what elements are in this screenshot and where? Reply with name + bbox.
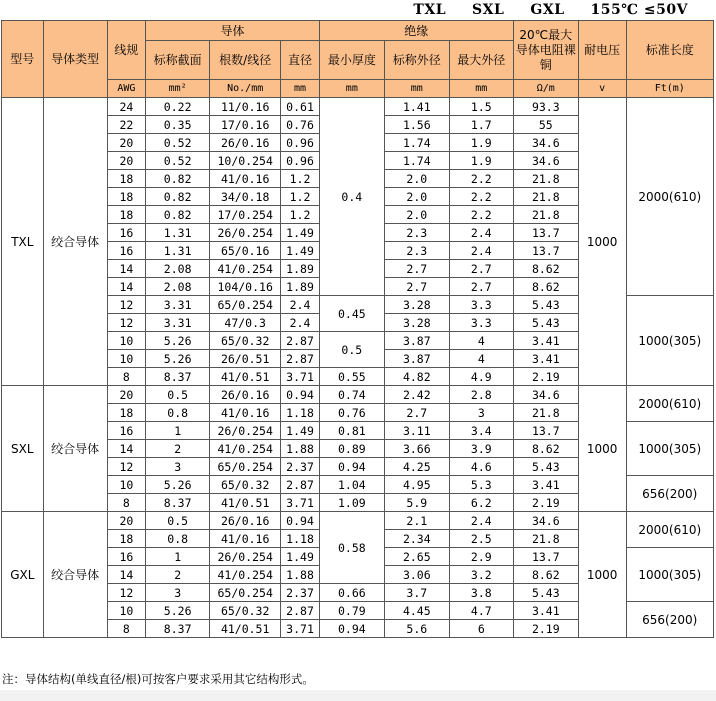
diameter-cell: 2.37 — [281, 458, 320, 476]
diameter-cell: 0.96 — [281, 152, 320, 170]
strands-cell: 26/0.16 — [210, 386, 281, 404]
awg-cell: 18 — [107, 170, 146, 188]
max-od-cell: 2.2 — [449, 170, 513, 188]
awg-cell: 12 — [107, 458, 146, 476]
awg-cell: 16 — [107, 548, 146, 566]
resistance-cell: 5.43 — [513, 584, 578, 602]
spec-title — [387, 2, 688, 18]
unit-max-od: mm — [449, 80, 513, 98]
max-od-cell: 4.9 — [449, 368, 513, 386]
length-cell: 1000(305) — [626, 548, 714, 602]
strands-cell: 10/0.254 — [210, 152, 281, 170]
header-nominal-od: 标称外径 — [384, 41, 449, 80]
nominal-od-cell: 5.6 — [384, 620, 449, 638]
conductor-type-cell: 绞合导体 — [43, 386, 107, 512]
resistance-cell: 21.8 — [513, 530, 578, 548]
resistance-cell: 21.8 — [513, 404, 578, 422]
diameter-cell: 3.71 — [281, 494, 320, 512]
strands-cell: 41/0.254 — [210, 440, 281, 458]
nominal-od-cell: 2.7 — [384, 404, 449, 422]
area-cell: 1.31 — [146, 224, 210, 242]
max-od-cell: 2.2 — [449, 206, 513, 224]
strands-cell: 26/0.16 — [210, 134, 281, 152]
table-row — [2, 512, 714, 530]
max-od-cell: 3.2 — [449, 566, 513, 584]
area-cell: 3 — [146, 458, 210, 476]
nominal-od-cell: 2.1 — [384, 512, 449, 530]
resistance-cell: 34.6 — [513, 134, 578, 152]
max-od-cell: 2.4 — [449, 512, 513, 530]
header-conductor: 导体 — [146, 21, 320, 41]
area-cell: 0.82 — [146, 188, 210, 206]
nominal-od-cell: 3.66 — [384, 440, 449, 458]
voltage-cell: 1000 — [578, 386, 626, 512]
max-od-cell: 3.3 — [449, 314, 513, 332]
max-od-cell: 2.2 — [449, 188, 513, 206]
unit-nominal-od: mm — [384, 80, 449, 98]
diameter-cell: 1.49 — [281, 422, 320, 440]
diameter-cell: 1.49 — [281, 242, 320, 260]
area-cell: 2 — [146, 566, 210, 584]
max-od-cell: 3 — [449, 404, 513, 422]
max-od-cell: 2.7 — [449, 278, 513, 296]
awg-cell: 12 — [107, 584, 146, 602]
resistance-cell: 93.3 — [513, 98, 578, 116]
strands-cell: 65/0.254 — [210, 296, 281, 314]
awg-cell: 18 — [107, 188, 146, 206]
cable-spec-table — [1, 20, 714, 638]
strands-cell: 11/0.16 — [210, 98, 281, 116]
diameter-cell: 2.37 — [281, 584, 320, 602]
resistance-cell: 5.43 — [513, 296, 578, 314]
nominal-od-cell: 2.42 — [384, 386, 449, 404]
min-thickness-cell: 0.94 — [319, 620, 384, 638]
header-diameter: 直径 — [281, 41, 320, 80]
resistance-cell: 34.6 — [513, 512, 578, 530]
resistance-cell: 3.41 — [513, 602, 578, 620]
strands-cell: 41/0.51 — [210, 368, 281, 386]
length-cell: 2000(610) — [626, 98, 714, 296]
max-od-cell: 6.2 — [449, 494, 513, 512]
awg-cell: 10 — [107, 476, 146, 494]
area-cell: 5.26 — [146, 350, 210, 368]
area-cell: 0.8 — [146, 530, 210, 548]
max-od-cell: 2.8 — [449, 386, 513, 404]
awg-cell: 24 — [107, 98, 146, 116]
area-cell: 3.31 — [146, 314, 210, 332]
awg-cell: 20 — [107, 512, 146, 530]
strands-cell: 65/0.32 — [210, 476, 281, 494]
min-thickness-cell: 0.81 — [319, 422, 384, 440]
nominal-od-cell: 2.7 — [384, 260, 449, 278]
max-od-cell: 1.5 — [449, 98, 513, 116]
strands-cell: 65/0.32 — [210, 602, 281, 620]
nominal-od-cell: 4.25 — [384, 458, 449, 476]
length-cell: 2000(610) — [626, 512, 714, 548]
resistance-cell: 3.41 — [513, 332, 578, 350]
diameter-cell: 1.18 — [281, 404, 320, 422]
area-cell: 8.37 — [146, 368, 210, 386]
max-od-cell: 1.9 — [449, 134, 513, 152]
area-cell: 3 — [146, 584, 210, 602]
length-cell: 656(200) — [626, 602, 714, 638]
area-cell: 0.52 — [146, 134, 210, 152]
max-od-cell: 2.4 — [449, 242, 513, 260]
model-cell: SXL — [2, 386, 44, 512]
awg-cell: 14 — [107, 278, 146, 296]
nominal-od-cell: 2.0 — [384, 170, 449, 188]
length-cell: 656(200) — [626, 476, 714, 512]
min-thickness-cell: 0.89 — [319, 440, 384, 458]
awg-cell: 10 — [107, 350, 146, 368]
header-max-od: 最大外径 — [449, 41, 513, 80]
resistance-cell: 8.62 — [513, 566, 578, 584]
awg-cell: 12 — [107, 296, 146, 314]
area-cell: 5.26 — [146, 602, 210, 620]
nominal-od-cell: 2.7 — [384, 278, 449, 296]
resistance-cell: 3.41 — [513, 476, 578, 494]
conductor-type-cell: 绞合导体 — [43, 512, 107, 638]
area-cell: 0.8 — [146, 404, 210, 422]
diameter-cell: 0.61 — [281, 98, 320, 116]
header-insulation: 绝缘 — [319, 21, 513, 41]
nominal-od-cell: 3.28 — [384, 296, 449, 314]
resistance-cell: 21.8 — [513, 188, 578, 206]
strands-cell: 26/0.51 — [210, 350, 281, 368]
max-od-cell: 4.7 — [449, 602, 513, 620]
header-voltage: 耐电压 — [578, 21, 626, 80]
resistance-cell: 3.41 — [513, 350, 578, 368]
min-thickness-cell: 0.74 — [319, 386, 384, 404]
resistance-cell: 13.7 — [513, 242, 578, 260]
header-conductor-type: 导体类型 — [43, 21, 107, 98]
nominal-od-cell: 2.0 — [384, 206, 449, 224]
strands-cell: 26/0.254 — [210, 548, 281, 566]
diameter-cell: 0.94 — [281, 386, 320, 404]
bottom-bar — [0, 690, 716, 701]
diameter-cell: 0.96 — [281, 134, 320, 152]
diameter-cell: 1.18 — [281, 530, 320, 548]
length-cell: 1000(305) — [626, 296, 714, 386]
header-area: 标称截面 — [146, 41, 210, 80]
max-od-cell: 3.4 — [449, 422, 513, 440]
awg-cell: 20 — [107, 386, 146, 404]
resistance-cell: 5.43 — [513, 314, 578, 332]
unit-gauge: AWG — [107, 80, 146, 98]
resistance-cell: 34.6 — [513, 386, 578, 404]
diameter-cell: 1.88 — [281, 440, 320, 458]
diameter-cell: 1.2 — [281, 206, 320, 224]
area-cell: 3.31 — [146, 296, 210, 314]
diameter-cell: 1.2 — [281, 170, 320, 188]
max-od-cell: 3.9 — [449, 440, 513, 458]
awg-cell: 18 — [107, 530, 146, 548]
length-cell: 2000(610) — [626, 386, 714, 422]
max-od-cell: 2.5 — [449, 530, 513, 548]
awg-cell: 20 — [107, 152, 146, 170]
awg-cell: 10 — [107, 602, 146, 620]
diameter-cell: 0.94 — [281, 512, 320, 530]
max-od-cell: 3.8 — [449, 584, 513, 602]
area-cell: 0.5 — [146, 386, 210, 404]
header-model: 型号 — [2, 21, 44, 98]
min-thickness-cell: 0.5 — [319, 332, 384, 368]
diameter-cell: 1.89 — [281, 260, 320, 278]
strands-cell: 41/0.254 — [210, 566, 281, 584]
unit-thickness: mm — [319, 80, 384, 98]
nominal-od-cell: 3.06 — [384, 566, 449, 584]
max-od-cell: 6 — [449, 620, 513, 638]
nominal-od-cell: 3.87 — [384, 350, 449, 368]
nominal-od-cell: 2.3 — [384, 242, 449, 260]
strands-cell: 17/0.254 — [210, 206, 281, 224]
title-txl: TXL — [413, 2, 447, 18]
max-od-cell: 4.6 — [449, 458, 513, 476]
area-cell: 2.08 — [146, 278, 210, 296]
nominal-od-cell: 1.56 — [384, 116, 449, 134]
area-cell: 0.5 — [146, 512, 210, 530]
nominal-od-cell: 3.87 — [384, 332, 449, 350]
nominal-od-cell: 2.0 — [384, 188, 449, 206]
min-thickness-cell: 0.94 — [319, 458, 384, 476]
nominal-od-cell: 3.28 — [384, 314, 449, 332]
min-thickness-cell: 1.04 — [319, 476, 384, 494]
area-cell: 1.31 — [146, 242, 210, 260]
diameter-cell: 1.49 — [281, 548, 320, 566]
awg-cell: 20 — [107, 134, 146, 152]
resistance-cell: 2.19 — [513, 620, 578, 638]
diameter-cell: 1.2 — [281, 188, 320, 206]
resistance-cell: 8.62 — [513, 278, 578, 296]
diameter-cell: 1.88 — [281, 566, 320, 584]
footnote: 注：导体结构(单线直径/根)可按客户要求采用其它结构形式。 — [2, 672, 314, 686]
model-cell: TXL — [2, 98, 44, 386]
max-od-cell: 5.3 — [449, 476, 513, 494]
strands-cell: 26/0.254 — [210, 224, 281, 242]
unit-diameter: mm — [281, 80, 320, 98]
max-od-cell: 4 — [449, 350, 513, 368]
resistance-cell: 21.8 — [513, 170, 578, 188]
diameter-cell: 2.87 — [281, 332, 320, 350]
awg-cell: 16 — [107, 242, 146, 260]
voltage-cell: 1000 — [578, 512, 626, 638]
table-row — [2, 98, 714, 116]
area-cell: 0.22 — [146, 98, 210, 116]
awg-cell: 14 — [107, 440, 146, 458]
awg-cell: 16 — [107, 422, 146, 440]
strands-cell: 34/0.18 — [210, 188, 281, 206]
resistance-cell: 2.19 — [513, 494, 578, 512]
strands-cell: 17/0.16 — [210, 116, 281, 134]
min-thickness-cell: 0.4 — [319, 98, 384, 296]
header-min-thickness: 最小厚度 — [319, 41, 384, 80]
max-od-cell: 2.9 — [449, 548, 513, 566]
resistance-cell: 13.7 — [513, 224, 578, 242]
nominal-od-cell: 2.34 — [384, 530, 449, 548]
min-thickness-cell: 1.09 — [319, 494, 384, 512]
diameter-cell: 0.76 — [281, 116, 320, 134]
unit-area: mm² — [146, 80, 210, 98]
area-cell: 2 — [146, 440, 210, 458]
area-cell: 0.82 — [146, 206, 210, 224]
awg-cell: 18 — [107, 404, 146, 422]
area-cell: 2.08 — [146, 260, 210, 278]
diameter-cell: 3.71 — [281, 368, 320, 386]
awg-cell: 14 — [107, 566, 146, 584]
strands-cell: 65/0.16 — [210, 242, 281, 260]
max-od-cell: 2.7 — [449, 260, 513, 278]
header-strands: 根数/线径 — [210, 41, 281, 80]
awg-cell: 8 — [107, 368, 146, 386]
resistance-cell: 2.19 — [513, 368, 578, 386]
header-length: 标准长度 — [626, 21, 714, 80]
min-thickness-cell: 0.45 — [319, 296, 384, 332]
strands-cell: 26/0.254 — [210, 422, 281, 440]
awg-cell: 12 — [107, 314, 146, 332]
area-cell: 5.26 — [146, 332, 210, 350]
min-thickness-cell: 0.55 — [319, 368, 384, 386]
diameter-cell: 3.71 — [281, 620, 320, 638]
voltage-cell: 1000 — [578, 98, 626, 386]
unit-length: Ft(m) — [626, 80, 714, 98]
title-rating: 155℃ ≤50V — [590, 2, 688, 18]
resistance-cell: 34.6 — [513, 152, 578, 170]
area-cell: 8.37 — [146, 620, 210, 638]
max-od-cell: 1.9 — [449, 152, 513, 170]
title-gxl: GXL — [530, 2, 565, 18]
unit-resistance: Ω/m — [513, 80, 578, 98]
unit-strands: No./mm — [210, 80, 281, 98]
resistance-cell: 13.7 — [513, 548, 578, 566]
table-row — [2, 386, 714, 404]
strands-cell: 104/0.16 — [210, 278, 281, 296]
nominal-od-cell: 4.45 — [384, 602, 449, 620]
max-od-cell: 3.3 — [449, 296, 513, 314]
diameter-cell: 2.4 — [281, 314, 320, 332]
nominal-od-cell: 1.74 — [384, 134, 449, 152]
unit-voltage: v — [578, 80, 626, 98]
strands-cell: 26/0.16 — [210, 512, 281, 530]
strands-cell: 47/0.3 — [210, 314, 281, 332]
resistance-cell: 8.62 — [513, 440, 578, 458]
area-cell: 1 — [146, 422, 210, 440]
strands-cell: 41/0.51 — [210, 494, 281, 512]
awg-cell: 16 — [107, 224, 146, 242]
nominal-od-cell: 4.82 — [384, 368, 449, 386]
diameter-cell: 2.87 — [281, 476, 320, 494]
nominal-od-cell: 3.11 — [384, 422, 449, 440]
diameter-cell: 1.89 — [281, 278, 320, 296]
min-thickness-cell: 0.79 — [319, 602, 384, 620]
strands-cell: 41/0.51 — [210, 620, 281, 638]
strands-cell: 65/0.254 — [210, 584, 281, 602]
awg-cell: 8 — [107, 494, 146, 512]
awg-cell: 18 — [107, 206, 146, 224]
strands-cell: 41/0.16 — [210, 530, 281, 548]
header-resistance: 20℃最大导体电阻裸铜 — [513, 21, 578, 80]
resistance-cell: 13.7 — [513, 422, 578, 440]
nominal-od-cell: 5.9 — [384, 494, 449, 512]
max-od-cell: 2.4 — [449, 224, 513, 242]
area-cell: 0.35 — [146, 116, 210, 134]
resistance-cell: 5.43 — [513, 458, 578, 476]
nominal-od-cell: 2.3 — [384, 224, 449, 242]
strands-cell: 65/0.32 — [210, 332, 281, 350]
conductor-type-cell: 绞合导体 — [43, 98, 107, 386]
nominal-od-cell: 1.41 — [384, 98, 449, 116]
min-thickness-cell: 0.66 — [319, 584, 384, 602]
resistance-cell: 55 — [513, 116, 578, 134]
min-thickness-cell: 0.58 — [319, 512, 384, 584]
resistance-cell: 8.62 — [513, 260, 578, 278]
max-od-cell: 4 — [449, 332, 513, 350]
awg-cell: 22 — [107, 116, 146, 134]
nominal-od-cell: 3.7 — [384, 584, 449, 602]
header-gauge: 线规 — [107, 21, 146, 80]
min-thickness-cell: 0.76 — [319, 404, 384, 422]
length-cell: 1000(305) — [626, 422, 714, 476]
title-sxl: SXL — [472, 2, 505, 18]
nominal-od-cell: 4.95 — [384, 476, 449, 494]
strands-cell: 65/0.254 — [210, 458, 281, 476]
max-od-cell: 1.7 — [449, 116, 513, 134]
strands-cell: 41/0.254 — [210, 260, 281, 278]
area-cell: 5.26 — [146, 476, 210, 494]
diameter-cell: 1.49 — [281, 224, 320, 242]
awg-cell: 10 — [107, 332, 146, 350]
strands-cell: 41/0.16 — [210, 404, 281, 422]
nominal-od-cell: 1.74 — [384, 152, 449, 170]
diameter-cell: 2.4 — [281, 296, 320, 314]
area-cell: 8.37 — [146, 494, 210, 512]
awg-cell: 14 — [107, 260, 146, 278]
area-cell: 0.82 — [146, 170, 210, 188]
diameter-cell: 2.87 — [281, 602, 320, 620]
area-cell: 0.52 — [146, 152, 210, 170]
resistance-cell: 21.8 — [513, 206, 578, 224]
model-cell: GXL — [2, 512, 44, 638]
area-cell: 1 — [146, 548, 210, 566]
strands-cell: 41/0.16 — [210, 170, 281, 188]
diameter-cell: 2.87 — [281, 350, 320, 368]
awg-cell: 8 — [107, 620, 146, 638]
nominal-od-cell: 2.65 — [384, 548, 449, 566]
